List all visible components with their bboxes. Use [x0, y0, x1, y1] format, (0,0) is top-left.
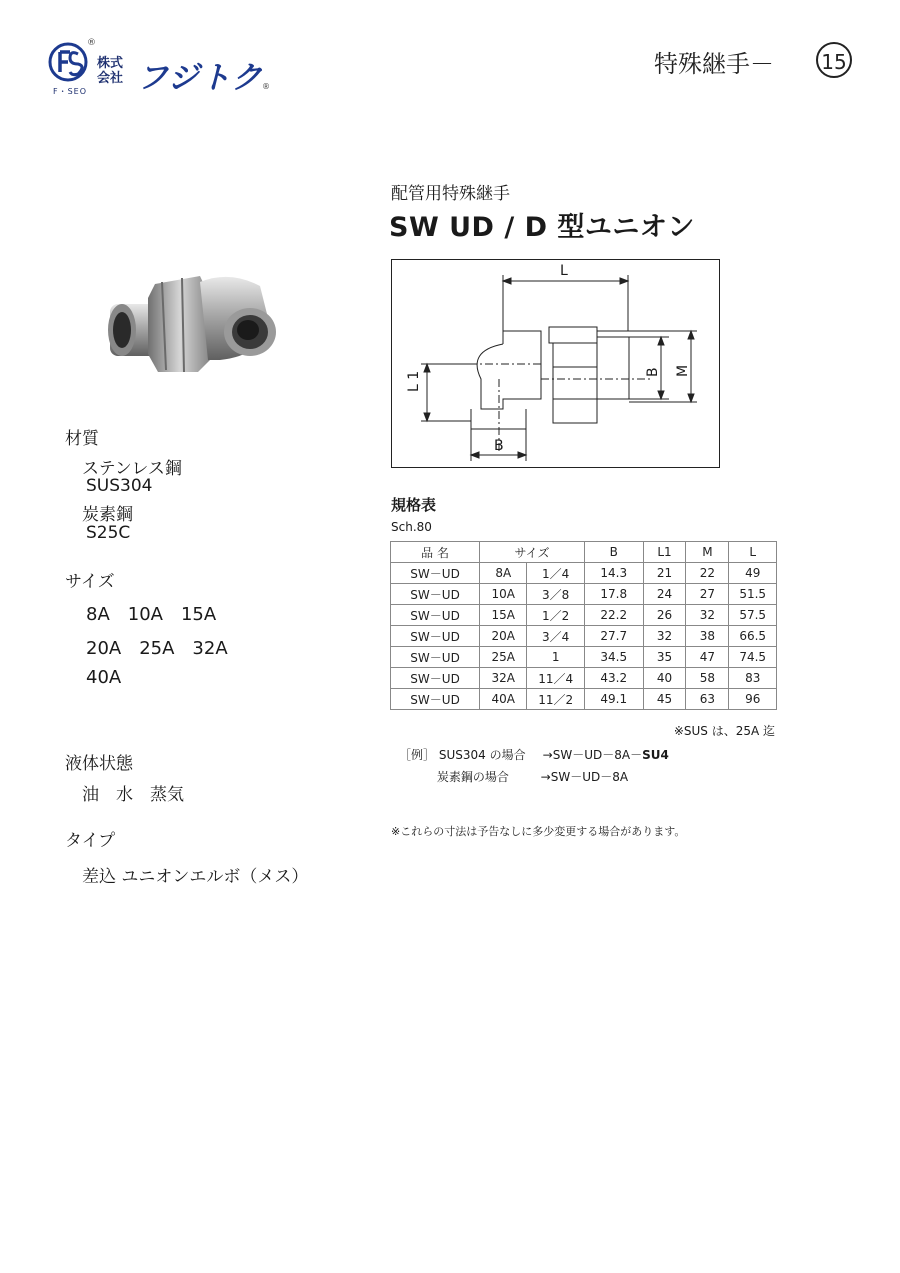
size-row-1: 8A 10A 15A [86, 604, 217, 625]
example-carbon [399, 768, 628, 785]
technical-drawing [391, 259, 720, 468]
table-row [391, 563, 777, 584]
brand-name: フジトク [137, 60, 264, 96]
example-prefix: ［例］ [399, 748, 436, 762]
cell-M: 32 [686, 605, 729, 626]
brand-registered-mark: ® [262, 82, 270, 91]
table-row [391, 668, 777, 689]
brand-prefix-line-2: 会社 [97, 71, 124, 86]
cell-size-a: 15A [480, 605, 527, 626]
cell-M: 47 [686, 647, 729, 668]
cell-B: 17.8 [584, 584, 643, 605]
cell-L1: 24 [643, 584, 686, 605]
cell-B: 22.2 [584, 605, 643, 626]
cell-size-inch: 1／4 [527, 563, 585, 584]
example-2-label: 炭素鋼の場合 [436, 770, 509, 784]
cell-M: 38 [686, 626, 729, 647]
cell-size-a: 10A [480, 584, 527, 605]
type-heading: タイプ [65, 831, 116, 851]
type-value: 差込 ユニオンエルボ（メス） [82, 867, 309, 887]
material-1-code: SUS304 [86, 476, 153, 496]
fluid-value: 油 水 蒸気 [82, 785, 184, 805]
registered-mark: ® [87, 38, 96, 48]
cell-B: 43.2 [584, 668, 643, 689]
cell-L: 49 [729, 563, 777, 584]
example-1-value: →SW－UD－8A－ [542, 748, 643, 762]
header-L: L [729, 542, 777, 563]
size-heading: サイズ [65, 572, 115, 592]
product-photo [100, 262, 300, 382]
header-name: 品 名 [391, 542, 480, 563]
spec-table-body [391, 563, 777, 710]
cell-L1: 21 [643, 563, 686, 584]
cell-L: 51.5 [729, 584, 777, 605]
schedule-label: Sch.80 [391, 520, 432, 534]
cell-L: 57.5 [729, 605, 777, 626]
cell-M: 27 [686, 584, 729, 605]
header-size: サイズ [480, 542, 585, 563]
cell-size-inch: 11／4 [527, 668, 585, 689]
cell-size-inch: 3／4 [527, 626, 585, 647]
cell-L: 66.5 [729, 626, 777, 647]
example-sus [399, 746, 669, 763]
cell-L1: 35 [643, 647, 686, 668]
table-note: ※SUS は、25A 迄 [673, 724, 775, 738]
dim-label-B-side: B [645, 367, 661, 377]
product-title: SW UD / D 型ユニオン [389, 212, 695, 243]
cell-name: SW－UD [391, 668, 480, 689]
page-title: 特殊継手－ [654, 50, 774, 78]
example-1-suffix: SU4 [642, 748, 669, 762]
header-L1: L1 [643, 542, 686, 563]
cell-B: 27.7 [584, 626, 643, 647]
logo-subtext: F・SEO [53, 87, 88, 96]
cell-name: SW－UD [391, 563, 480, 584]
material-heading: 材質 [65, 429, 99, 449]
cell-name: SW－UD [391, 689, 480, 710]
drawing-svg [391, 259, 720, 468]
size-row-2: 20A 25A 32A [86, 638, 228, 659]
table-row [391, 647, 777, 668]
dim-label-L: L [560, 263, 568, 279]
table-row [391, 626, 777, 647]
cell-B: 49.1 [584, 689, 643, 710]
cell-size-a: 20A [480, 626, 527, 647]
cell-name: SW－UD [391, 626, 480, 647]
cell-B: 34.5 [584, 647, 643, 668]
material-2-code: S25C [86, 523, 131, 543]
cell-L1: 45 [643, 689, 686, 710]
cell-name: SW－UD [391, 605, 480, 626]
cell-L: 74.5 [729, 647, 777, 668]
cell-size-a: 8A [480, 563, 527, 584]
cell-size-inch: 1 [527, 647, 585, 668]
brand-prefix-line-1: 株式 [97, 56, 124, 71]
material-1-name: ステンレス鋼 [82, 459, 182, 479]
product-subtitle: 配管用特殊継手 [391, 184, 510, 204]
size-row-3: 40A [86, 667, 122, 688]
cell-L: 96 [729, 689, 777, 710]
fluid-heading: 液体状態 [65, 754, 133, 774]
dim-label-L1: L 1 [406, 370, 422, 392]
cell-size-inch: 1／2 [527, 605, 585, 626]
disclaimer: ※これらの寸法は予告なしに多少変更する場合があります。 [391, 825, 686, 838]
page-number-badge: 15 [816, 42, 852, 78]
cell-size-a: 40A [480, 689, 527, 710]
material-2-name: 炭素鋼 [82, 505, 133, 525]
example-2-value: →SW－UD－8A [540, 770, 629, 784]
dim-label-B-bottom: B [494, 438, 504, 454]
header-B: B [584, 542, 643, 563]
dim-label-M: M [675, 364, 691, 377]
cell-L1: 40 [643, 668, 686, 689]
cell-M: 22 [686, 563, 729, 584]
cell-size-a: 25A [480, 647, 527, 668]
spec-table-heading: 規格表 [391, 496, 437, 514]
table-header-row [391, 542, 777, 563]
header-M: M [686, 542, 729, 563]
cell-size-a: 32A [480, 668, 527, 689]
spec-table [390, 541, 777, 710]
table-row [391, 584, 777, 605]
cell-name: SW－UD [391, 584, 480, 605]
cell-L1: 26 [643, 605, 686, 626]
brand-prefix [97, 56, 123, 86]
cell-M: 63 [686, 689, 729, 710]
example-1-label: SUS304 の場合 [438, 748, 526, 762]
cell-L1: 32 [643, 626, 686, 647]
cell-size-inch: 11／2 [527, 689, 585, 710]
cell-name: SW－UD [391, 647, 480, 668]
cell-M: 58 [686, 668, 729, 689]
table-row [391, 605, 777, 626]
cell-L: 83 [729, 668, 777, 689]
cell-size-inch: 3／8 [527, 584, 585, 605]
cell-B: 14.3 [584, 563, 643, 584]
table-row [391, 689, 777, 710]
